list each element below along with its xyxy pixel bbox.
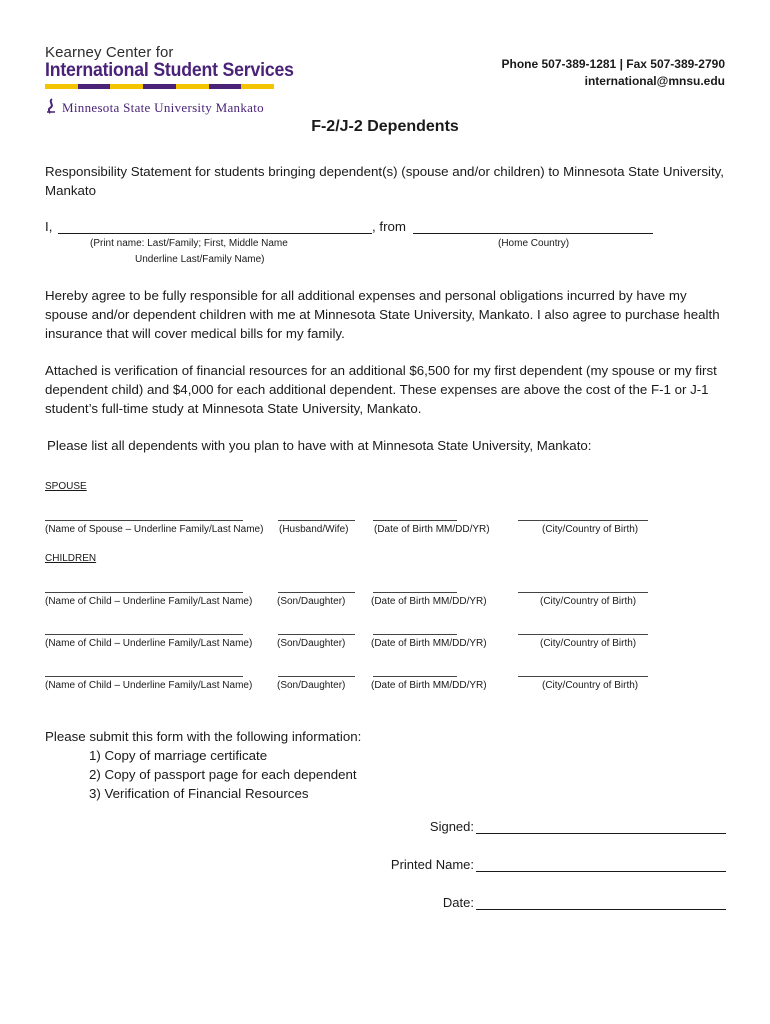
logo-line-iss: International Student Services [45,60,294,81]
spouse-birthplace-field[interactable] [518,520,648,521]
child-3-birthplace-hint: (City/Country of Birth) [542,680,639,691]
child-2-name-hint: (Name of Child – Underline Family/Last Name) [45,638,253,649]
children-label: CHILDREN [45,553,97,564]
submit-item-financial: 3) Verification of Financial Resources [89,786,309,801]
submit-heading: Please submit this form with the following information: [45,729,362,744]
country-hint: (Home Country) [498,238,570,249]
child-3-dob-field[interactable] [373,676,457,677]
logo-line-mnsu: Minnesota State University Mankato [62,100,264,115]
logo-line-kearney: Kearney Center for [45,44,174,61]
child-1-dob-hint: (Date of Birth MM/DD/YR) [371,596,487,607]
child-1-relation-hint: (Son/Daughter) [277,596,346,607]
printed-name-label: Printed Name: [390,857,474,872]
child-2-relation-hint: (Son/Daughter) [277,638,346,649]
print-name-field[interactable] [58,233,372,234]
child-2-dob-hint: (Date of Birth MM/DD/YR) [371,638,487,649]
child-3-relation-hint: (Son/Daughter) [277,680,346,691]
child-2-birthplace-hint: (City/Country of Birth) [540,638,637,649]
name-line-prefix: I, [45,219,53,234]
name-hint-1: (Print name: Last/Family; First, Middle Name [90,238,288,249]
child-2-birthplace-field[interactable] [518,634,648,635]
name-line-from: , from [372,219,406,234]
spouse-birthplace-hint: (City/Country of Birth) [542,524,639,535]
signed-label: Signed: [429,819,474,834]
date-label: Date: [442,895,474,910]
spouse-name-field[interactable] [45,520,243,521]
spouse-label: SPOUSE [45,481,87,492]
child-3-dob-hint: (Date of Birth MM/DD/YR) [371,680,487,691]
child-1-birthplace-field[interactable] [518,592,648,593]
paragraph-financial: Attached is verification of financial resources for an additional $6,500 for my first dependent (my spouse or my first dependent child) and $4,000 for each additional dependent. These expenses are above the cost of the F-1 or J-1 student’s full-time study at Minnesota State University, Mankato. [45,363,717,416]
child-2-name-field[interactable] [45,634,243,635]
child-2-dob-field[interactable] [373,634,457,635]
signed-field[interactable] [476,833,726,834]
contact-block [502,56,726,90]
logo-color-bar [45,84,274,89]
contact-email: international@mnsu.edu [584,74,725,88]
intro-text: Responsibility Statement for students bringing dependent(s) (spouse and/or children) to Minnesota State University, Mankato [45,164,724,198]
spouse-relation-hint: (Husband/Wife) [279,524,349,535]
child-3-name-hint: (Name of Child – Underline Family/Last Name) [45,680,253,691]
child-3-name-field[interactable] [45,676,243,677]
submit-item-passport: 2) Copy of passport page for each dependent [89,767,357,782]
paragraph-list-dependents: Please list all dependents with you plan to have with at Minnesota State University, Mankato: [47,438,592,453]
spouse-relation-field[interactable] [278,520,355,521]
home-country-field[interactable] [413,233,653,234]
spouse-name-hint: (Name of Spouse – Underline Family/Last Name) [45,524,264,535]
child-3-birthplace-field[interactable] [518,676,648,677]
child-1-name-hint: (Name of Child – Underline Family/Last Name) [45,596,253,607]
child-1-relation-field[interactable] [278,592,355,593]
printed-name-field[interactable] [476,871,726,872]
child-1-name-field[interactable] [45,592,243,593]
child-2-relation-field[interactable] [278,634,355,635]
spouse-dob-hint: (Date of Birth MM/DD/YR) [374,524,490,535]
contact-phone-fax: Phone 507-389-1281 | Fax 507-389-2790 [501,57,725,71]
page-title: F-2/J-2 Dependents [311,118,459,135]
name-hint-2: Underline Last/Family Name) [135,254,265,265]
submit-list [89,746,357,803]
paragraph-responsibility: Hereby agree to be fully responsible for all additional expenses and personal obligations incurred by have my spouse and/or dependent children with me at Minnesota State University, Mankato. I also agree to purchase health insurance that will cover medical bills for my family. [45,288,720,341]
submit-item-marriage: 1) Copy of marriage certificate [89,748,268,763]
child-3-relation-field[interactable] [278,676,355,677]
spouse-dob-field[interactable] [373,520,457,521]
date-field[interactable] [476,909,726,910]
child-1-birthplace-hint: (City/Country of Birth) [540,596,637,607]
child-1-dob-field[interactable] [373,592,457,593]
university-mark-icon [45,98,57,114]
